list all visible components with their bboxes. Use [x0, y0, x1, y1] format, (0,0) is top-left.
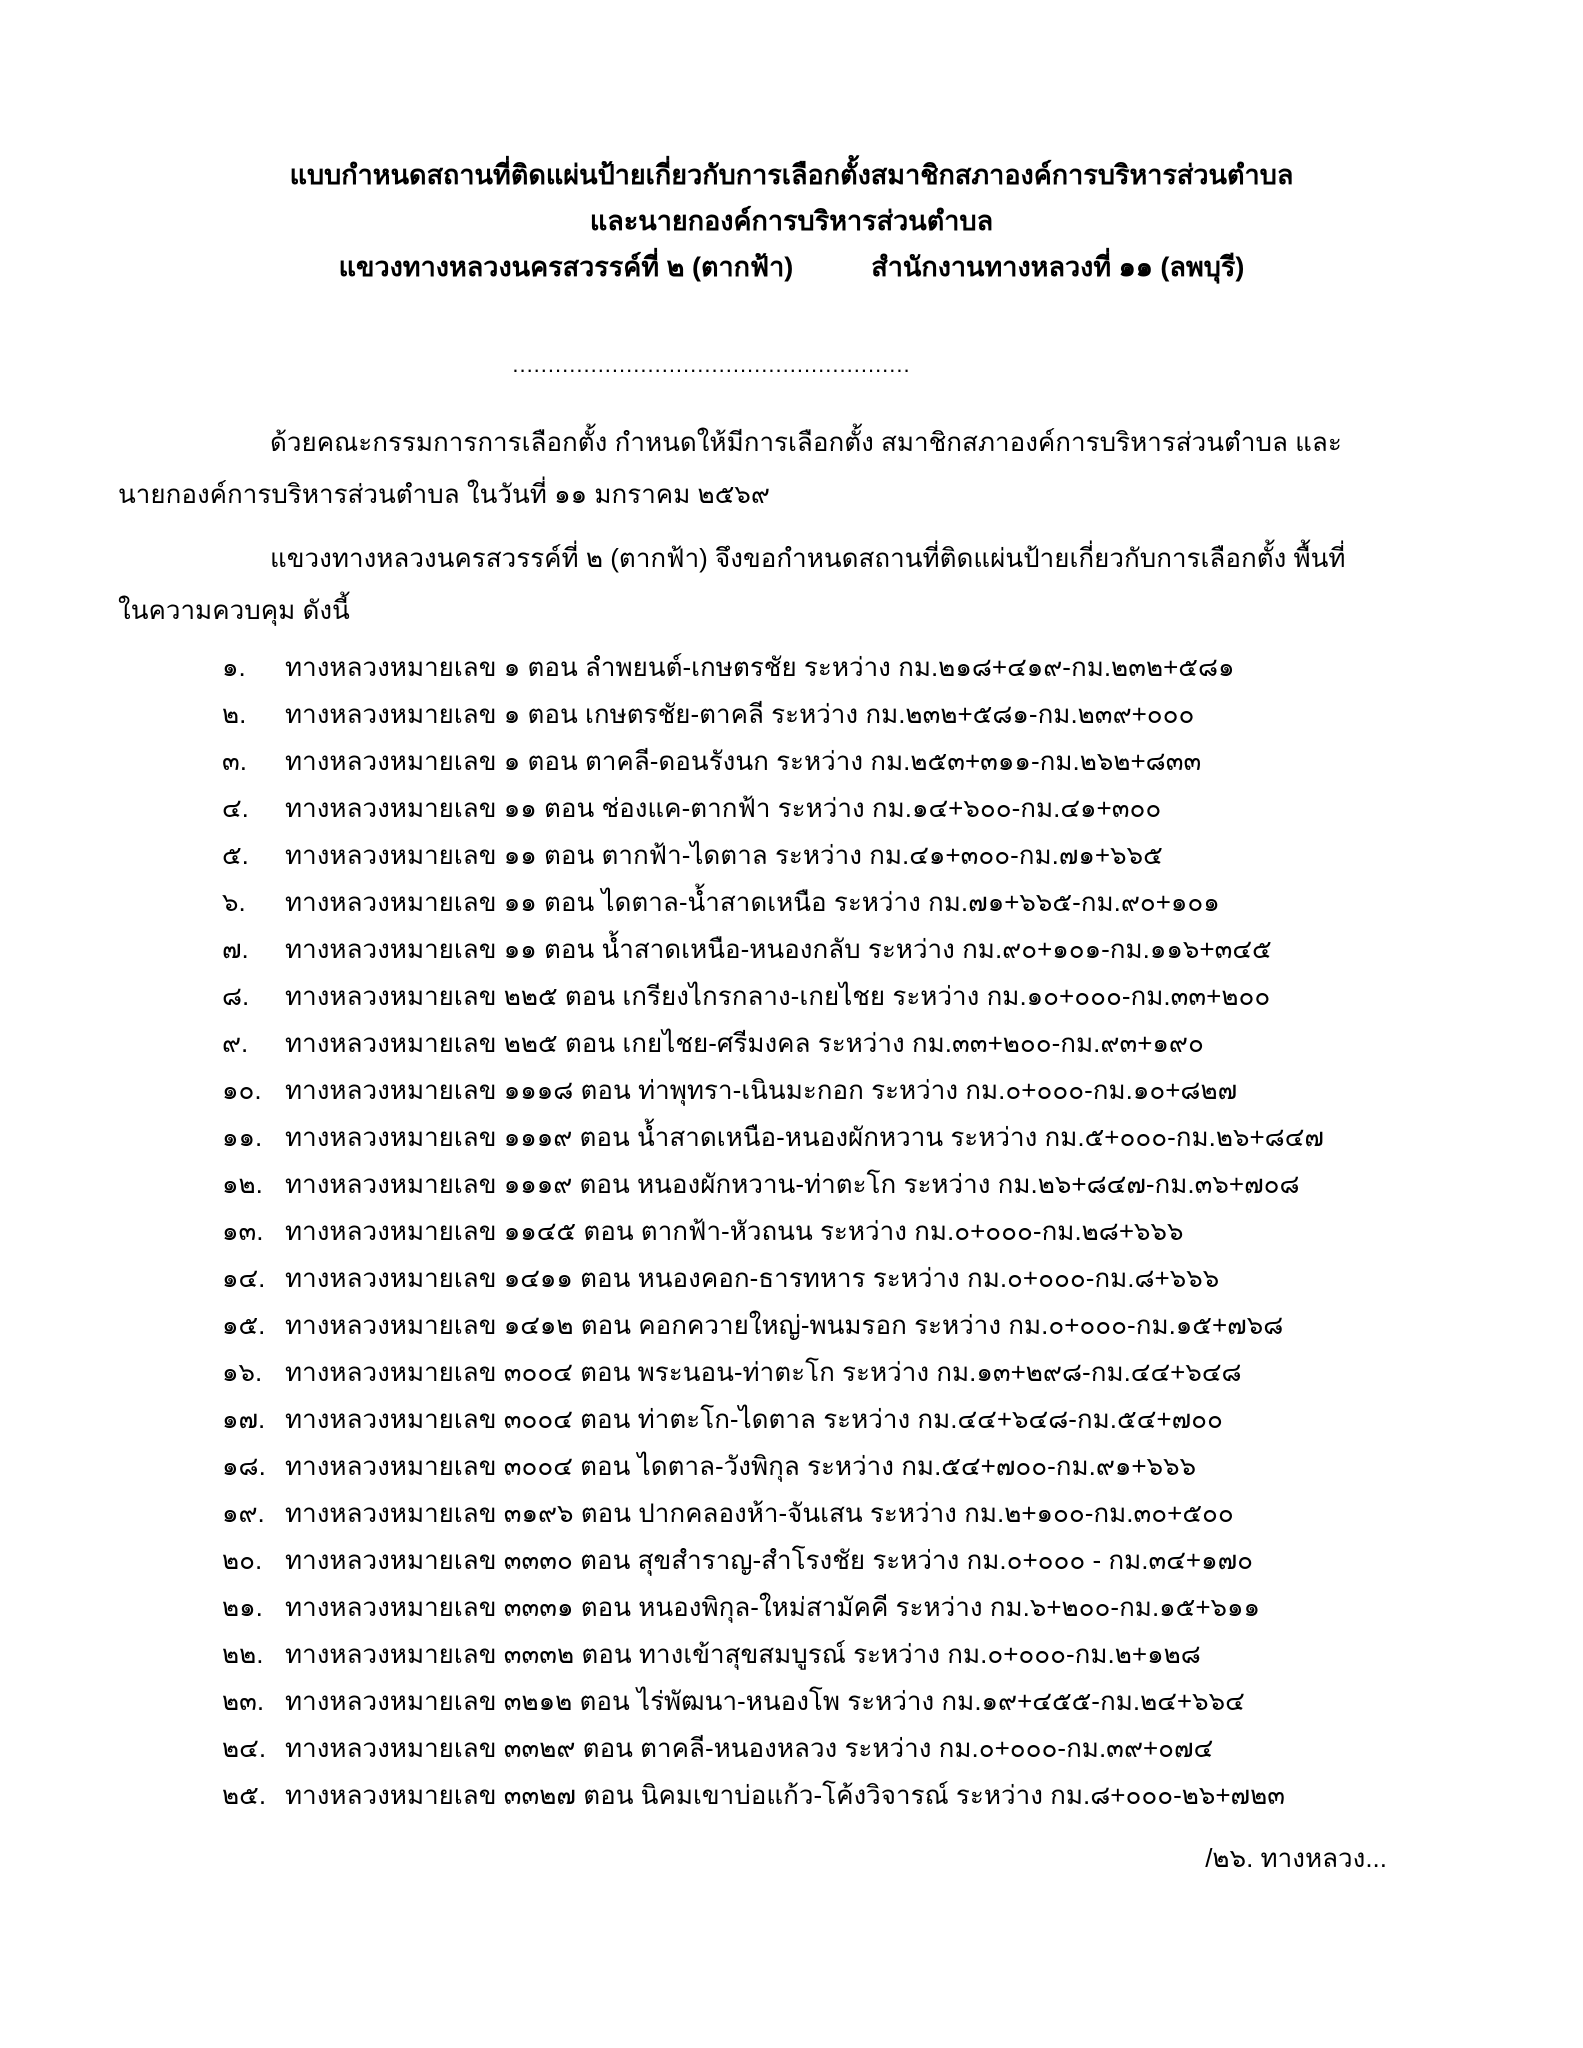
highway-list-item	[222, 973, 1523, 1020]
subtitle-office: สำนักงานทางหลวงที่ ๑๑ (ลพบุรี)	[871, 252, 1245, 282]
highway-item-text: ทางหลวงหมายเลข ๑๑๑๙ ตอน หนองผักหวาน-ท่าตะโก ระหว่าง กม.๒๖+๘๔๗-กม.๓๖+๗๐๘	[285, 1169, 1300, 1199]
highway-item-text: ทางหลวงหมายเลข ๓๓๓๒ ตอน ทางเข้าสุขสมบูรณ์ ระหว่าง กม.๐+๐๐๐-กม.๒+๑๒๘	[285, 1639, 1201, 1669]
highway-list-item	[222, 1490, 1523, 1537]
highway-list-item	[222, 1772, 1523, 1819]
highway-item-text: ทางหลวงหมายเลข ๓๓๓๐ ตอน สุขสำราญ-สำโรงชัย ระหว่าง กม.๐+๐๐๐ - กม.๓๔+๑๗๐	[285, 1545, 1254, 1575]
highway-item-number: ๘.	[222, 981, 250, 1011]
highway-item-number: ๖.	[222, 887, 246, 917]
highway-item-number: ๑๖.	[222, 1357, 263, 1387]
highway-list-item	[222, 1020, 1523, 1067]
highway-item-number: ๔.	[222, 793, 249, 823]
highway-list-item	[222, 1161, 1523, 1208]
highway-item-number: ๑.	[222, 652, 246, 682]
highway-item-text: ทางหลวงหมายเลข ๒๒๕ ตอน เกยไชย-ศรีมงคล ระหว่าง กม.๓๓+๒๐๐-กม.๙๓+๑๙๐	[285, 1028, 1204, 1058]
highway-item-text: ทางหลวงหมายเลข ๑๑ ตอน ตากฟ้า-ไดตาล ระหว่าง กม.๔๑+๓๐๐-กม.๗๑+๖๖๕	[285, 840, 1163, 870]
highway-list-item	[222, 1678, 1523, 1725]
highway-list-item	[222, 832, 1523, 879]
paragraph-1-line-1: ด้วยคณะกรรมการการเลือกตั้ง กำหนดให้มีการเลือกตั้ง สมาชิกสภาองค์การบริหารส่วนตำบล และ	[270, 427, 1342, 457]
highway-list-item	[222, 1443, 1523, 1490]
highway-item-number: ๙.	[222, 1028, 249, 1058]
highway-item-text: ทางหลวงหมายเลข ๓๑๙๖ ตอน ปากคลองห้า-จันเสน ระหว่าง กม.๒+๑๐๐-กม.๓๐+๕๐๐	[285, 1498, 1234, 1528]
highway-list-item	[222, 1537, 1523, 1584]
highway-list-item	[222, 644, 1523, 691]
highway-item-text: ทางหลวงหมายเลข ๑๑๑๙ ตอน น้ำสาดเหนือ-หนองผักหวาน ระหว่าง กม.๕+๐๐๐-กม.๒๖+๘๔๗	[285, 1122, 1324, 1152]
highway-item-number: ๗.	[222, 934, 249, 964]
paragraph-2-line-1: แขวงทางหลวงนครสวรรค์ที่ ๒ (ตากฟ้า) จึงขอกำหนดสถานที่ติดแผ่นป้ายเกี่ยวกับการเลือกตั้ง พื้นที่	[270, 543, 1346, 573]
highway-item-text: ทางหลวงหมายเลข ๓๐๐๔ ตอน ไดตาล-วังพิกุล ระหว่าง กม.๕๔+๗๐๐-กม.๙๑+๖๖๖	[285, 1451, 1197, 1481]
paragraph-1-line-2: นายกองค์การบริหารส่วนตำบล ในวันที่ ๑๑ มกราคม ๒๕๖๙	[118, 479, 770, 509]
highway-item-number: ๒๐.	[222, 1545, 263, 1575]
highway-item-number: ๓.	[222, 746, 247, 776]
highway-list-item	[222, 691, 1523, 738]
highway-item-text: ทางหลวงหมายเลข ๓๐๐๔ ตอน พระนอน-ท่าตะโก ระหว่าง กม.๑๓+๒๙๘-กม.๔๔+๖๔๘	[285, 1357, 1242, 1387]
highway-item-text: ทางหลวงหมายเลข ๑๔๑๑ ตอน หนองคอก-ธารทหาร ระหว่าง กม.๐+๐๐๐-กม.๘+๖๖๖	[285, 1263, 1220, 1293]
highway-item-text: ทางหลวงหมายเลข ๑๑ ตอน น้ำสาดเหนือ-หนองกลับ ระหว่าง กม.๙๐+๑๐๑-กม.๑๑๖+๓๔๕	[285, 934, 1272, 964]
highway-list-item	[222, 1349, 1523, 1396]
highway-item-number: ๒๔.	[222, 1733, 267, 1763]
highway-item-text: ทางหลวงหมายเลข ๑๑๑๘ ตอน ท่าพุทรา-เนินมะกอก ระหว่าง กม.๐+๐๐๐-กม.๑๐+๘๒๗	[285, 1075, 1238, 1105]
highway-item-number: ๑๒.	[222, 1169, 263, 1199]
highway-item-number: ๒๒.	[222, 1639, 264, 1669]
highway-item-number: ๑๐.	[222, 1075, 262, 1105]
highway-item-number: ๒๓.	[222, 1686, 265, 1716]
title-line-1: แบบกำหนดสถานที่ติดแผ่นป้ายเกี่ยวกับการเลือกตั้งสมาชิกสภาองค์การบริหารส่วนตำบล	[289, 160, 1294, 190]
highway-item-text: ทางหลวงหมายเลข ๒๒๕ ตอน เกรียงไกรกลาง-เกยไชย ระหว่าง กม.๑๐+๐๐๐-กม.๓๓+๒๐๐	[285, 981, 1271, 1011]
highway-item-text: ทางหลวงหมายเลข ๓๓๒๗ ตอน นิคมเขาบ่อแก้ว-โค้งวิจารณ์ ระหว่าง กม.๘+๐๐๐-๒๖+๗๒๓	[285, 1780, 1286, 1810]
highway-item-number: ๑๓.	[222, 1216, 264, 1246]
dotted-divider: ........................................................	[512, 352, 911, 377]
highway-list-item	[222, 1584, 1523, 1631]
highway-list-item	[222, 1631, 1523, 1678]
highway-list-item	[222, 1725, 1523, 1772]
highway-list-item	[222, 785, 1523, 832]
highway-list-item	[222, 879, 1523, 926]
highway-item-number: ๑๑.	[222, 1122, 263, 1152]
highway-item-text: ทางหลวงหมายเลข ๑ ตอน ลำพยนต์-เกษตรชัย ระหว่าง กม.๒๑๘+๔๑๙-กม.๒๓๒+๕๘๑	[285, 652, 1235, 682]
highway-list-item	[222, 1255, 1523, 1302]
highway-item-number: ๕.	[222, 840, 249, 870]
highway-item-number: ๒๕.	[222, 1780, 267, 1810]
highway-list-item	[222, 1114, 1523, 1161]
highway-item-number: ๒.	[222, 699, 247, 729]
highway-item-text: ทางหลวงหมายเลข ๑๑ ตอน ช่องแค-ตากฟ้า ระหว่าง กม.๑๔+๖๐๐-กม.๔๑+๓๐๐	[285, 793, 1162, 823]
highway-item-number: ๑๗.	[222, 1404, 266, 1434]
continuation-mark: /๒๖. ทางหลวง...	[1205, 1843, 1387, 1873]
highway-item-text: ทางหลวงหมายเลข ๓๓๒๙ ตอน ตาคลี-หนองหลวง ระหว่าง กม.๐+๐๐๐-กม.๓๙+๐๗๔	[285, 1733, 1214, 1763]
highway-list-item	[222, 1302, 1523, 1349]
highway-item-text: ทางหลวงหมายเลข ๑ ตอน ตาคลี-ดอนรังนก ระหว่าง กม.๒๕๓+๓๑๑-กม.๒๖๒+๘๓๓	[285, 746, 1202, 776]
paragraph-2-line-2: ในความควบคุม ดังนี้	[118, 595, 350, 625]
title-line-2: และนายกองค์การบริหารส่วนตำบล	[589, 206, 994, 236]
highway-item-text: ทางหลวงหมายเลข ๑๑ ตอน ไดตาล-น้ำสาดเหนือ ระหว่าง กม.๗๑+๖๖๕-กม.๙๐+๑๐๑	[285, 887, 1220, 917]
highway-list	[222, 644, 1523, 1819]
highway-list-item	[222, 1396, 1523, 1443]
document-title	[0, 0, 1583, 290]
highway-item-number: ๑๙.	[222, 1498, 265, 1528]
highway-list-item	[222, 926, 1523, 973]
highway-item-number: ๑๔.	[222, 1263, 266, 1293]
highway-item-text: ทางหลวงหมายเลข ๑๑๔๕ ตอน ตากฟ้า-หัวถนน ระหว่าง กม.๐+๐๐๐-กม.๒๘+๖๖๖	[285, 1216, 1184, 1246]
highway-item-text: ทางหลวงหมายเลข ๑๔๑๒ ตอน คอกควายใหญ่-พนมรอก ระหว่าง กม.๐+๐๐๐-กม.๑๕+๗๖๘	[285, 1310, 1284, 1340]
highway-item-text: ทางหลวงหมายเลข ๓๓๓๑ ตอน หนองพิกุล-ใหม่สามัคคี ระหว่าง กม.๖+๒๐๐-กม.๑๕+๖๑๑	[285, 1592, 1261, 1622]
paragraph-sign-locations	[118, 532, 1463, 636]
paragraph-election-announcement	[118, 416, 1463, 520]
highway-list-item	[222, 1208, 1523, 1255]
highway-list-item	[222, 738, 1523, 785]
subtitle-division: แขวงทางหลวงนครสวรรค์ที่ ๒ (ตากฟ้า)	[338, 252, 794, 282]
highway-item-text: ทางหลวงหมายเลข ๓๐๐๔ ตอน ท่าตะโก-ไดตาล ระหว่าง กม.๔๔+๖๔๘-กม.๕๔+๗๐๐	[285, 1404, 1223, 1434]
highway-item-text: ทางหลวงหมายเลข ๓๒๑๒ ตอน ไร่พัฒนา-หนองโพ ระหว่าง กม.๑๙+๔๕๕-กม.๒๔+๖๖๔	[285, 1686, 1245, 1716]
highway-item-number: ๑๘.	[222, 1451, 266, 1481]
highway-item-number: ๒๑.	[222, 1592, 263, 1622]
subtitle-row	[0, 244, 1583, 290]
highway-list-item	[222, 1067, 1523, 1114]
highway-item-number: ๑๕.	[222, 1310, 266, 1340]
highway-item-text: ทางหลวงหมายเลข ๑ ตอน เกษตรชัย-ตาคลี ระหว่าง กม.๒๓๒+๕๘๑-กม.๒๓๙+๐๐๐	[285, 699, 1195, 729]
